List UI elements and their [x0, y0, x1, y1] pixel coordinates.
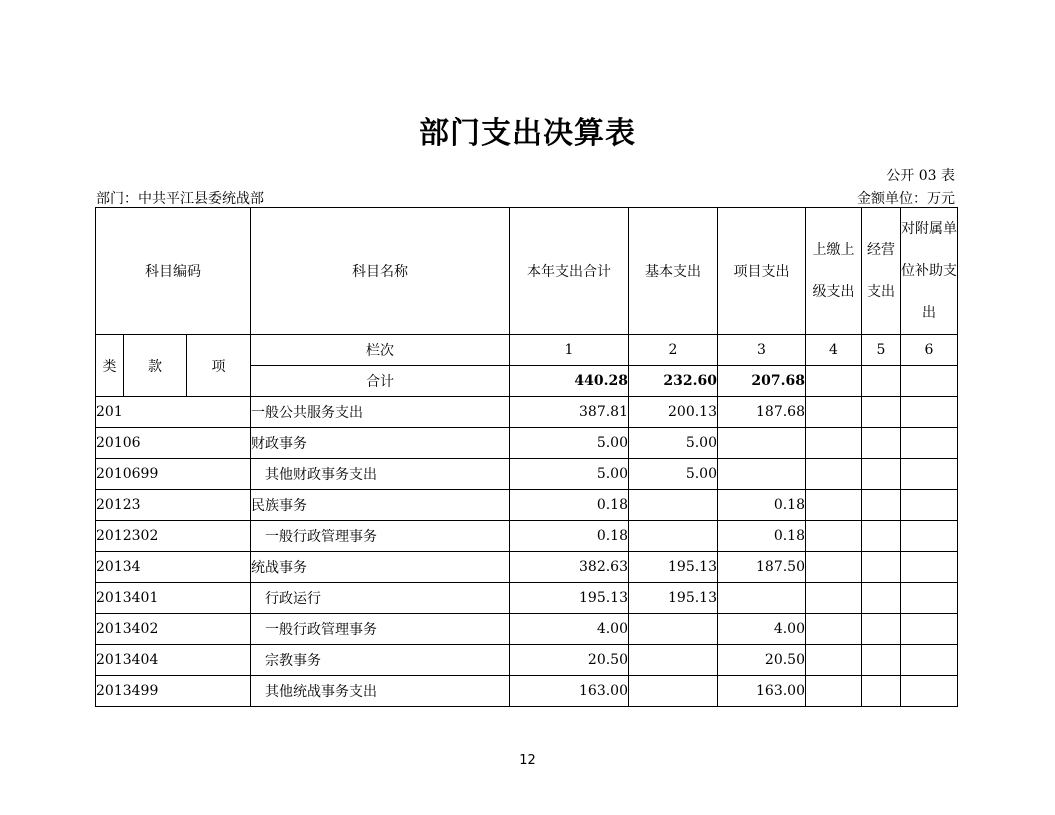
row-total: 5.00 [510, 459, 629, 490]
header-business: 经营支出 [862, 208, 901, 335]
row-turn-over [806, 459, 862, 490]
column-index-4: 4 [806, 335, 862, 366]
column-index-5: 5 [862, 335, 901, 366]
row-name: 财政事务 [251, 428, 510, 459]
row-project: 0.18 [718, 521, 806, 552]
row-project [718, 459, 806, 490]
row-name: 民族事务 [251, 490, 510, 521]
row-business [862, 583, 901, 614]
page-title: 部门支出决算表 [419, 116, 636, 151]
row-total: 163.00 [510, 676, 629, 707]
row-subsidy [901, 552, 958, 583]
table-row [96, 459, 958, 490]
table-row [96, 676, 958, 707]
row-name: 统战事务 [251, 552, 510, 583]
row-basic [629, 676, 718, 707]
row-subsidy [901, 490, 958, 521]
row-code: 2013499 [96, 676, 251, 707]
row-name: 一般公共服务支出 [251, 397, 510, 428]
table-row [96, 428, 958, 459]
row-basic: 195.13 [629, 583, 718, 614]
table-row [96, 521, 958, 552]
table-id: 公开 03 表 [886, 168, 955, 184]
row-project: 0.18 [718, 490, 806, 521]
row-business [862, 428, 901, 459]
row-project: 187.50 [718, 552, 806, 583]
total-subsidy [901, 366, 958, 397]
header-code: 科目编码 [96, 208, 251, 335]
row-code: 2010699 [96, 459, 251, 490]
row-basic: 5.00 [629, 428, 718, 459]
row-code: 201 [96, 397, 251, 428]
row-subsidy [901, 428, 958, 459]
row-turn-over [806, 614, 862, 645]
row-business [862, 459, 901, 490]
row-total: 387.81 [510, 397, 629, 428]
row-code: 2013404 [96, 645, 251, 676]
row-turn-over [806, 521, 862, 552]
row-turn-over [806, 676, 862, 707]
total-project: 207.68 [718, 366, 806, 397]
total-turn-over [806, 366, 862, 397]
department-label: 部门：中共平江县委统战部 [96, 191, 264, 207]
row-project: 163.00 [718, 676, 806, 707]
row-total: 195.13 [510, 583, 629, 614]
row-code: 2013401 [96, 583, 251, 614]
column-index-row [96, 335, 958, 366]
row-code: 2013402 [96, 614, 251, 645]
row-subsidy [901, 676, 958, 707]
row-business [862, 645, 901, 676]
header-name: 科目名称 [251, 208, 510, 335]
row-name: 宗教事务 [251, 645, 510, 676]
table-row [96, 397, 958, 428]
row-total: 4.00 [510, 614, 629, 645]
row-project [718, 428, 806, 459]
row-total: 0.18 [510, 521, 629, 552]
row-subsidy [901, 459, 958, 490]
row-name: 一般行政管理事务 [251, 521, 510, 552]
table-row [96, 614, 958, 645]
header-project: 项目支出 [718, 208, 806, 335]
header-basic: 基本支出 [629, 208, 718, 335]
row-code: 20106 [96, 428, 251, 459]
row-project: 4.00 [718, 614, 806, 645]
row-turn-over [806, 490, 862, 521]
row-turn-over [806, 552, 862, 583]
row-turn-over [806, 428, 862, 459]
table-row [96, 490, 958, 521]
row-business [862, 676, 901, 707]
row-code: 2012302 [96, 521, 251, 552]
row-business [862, 397, 901, 428]
table-row [96, 583, 958, 614]
row-turn-over [806, 397, 862, 428]
row-basic [629, 490, 718, 521]
column-index-1: 1 [510, 335, 629, 366]
column-index-2: 2 [629, 335, 718, 366]
row-subsidy [901, 614, 958, 645]
row-business [862, 552, 901, 583]
row-total: 5.00 [510, 428, 629, 459]
table-row [96, 645, 958, 676]
column-index-label: 栏次 [251, 335, 510, 366]
row-code: 20123 [96, 490, 251, 521]
row-subsidy [901, 397, 958, 428]
header-total: 本年支出合计 [510, 208, 629, 335]
row-project: 20.50 [718, 645, 806, 676]
row-basic [629, 521, 718, 552]
row-basic [629, 645, 718, 676]
header-section: 款 [124, 335, 187, 397]
row-basic: 195.13 [629, 552, 718, 583]
row-basic: 5.00 [629, 459, 718, 490]
row-subsidy [901, 583, 958, 614]
total-label: 合计 [251, 366, 510, 397]
header-turn-over: 上缴上级支出 [806, 208, 862, 335]
row-total: 0.18 [510, 490, 629, 521]
row-subsidy [901, 521, 958, 552]
row-code: 20134 [96, 552, 251, 583]
row-project [718, 583, 806, 614]
row-project: 187.68 [718, 397, 806, 428]
expenditure-table [95, 207, 958, 707]
row-subsidy [901, 645, 958, 676]
total-basic: 232.60 [629, 366, 718, 397]
row-total: 382.63 [510, 552, 629, 583]
column-index-6: 6 [901, 335, 958, 366]
row-name: 行政运行 [251, 583, 510, 614]
row-name: 其他统战事务支出 [251, 676, 510, 707]
total-sum: 440.28 [510, 366, 629, 397]
row-business [862, 490, 901, 521]
row-business [862, 614, 901, 645]
row-basic [629, 614, 718, 645]
table-row [96, 552, 958, 583]
column-index-3: 3 [718, 335, 806, 366]
header-row [96, 208, 958, 335]
row-name: 一般行政管理事务 [251, 614, 510, 645]
header-class: 类 [96, 335, 124, 397]
row-basic: 200.13 [629, 397, 718, 428]
header-subsidy: 对附属单位补助支出 [901, 208, 958, 335]
row-turn-over [806, 583, 862, 614]
row-business [862, 521, 901, 552]
total-business [862, 366, 901, 397]
page-number: 12 [519, 753, 536, 768]
unit-label: 金额单位：万元 [857, 191, 955, 207]
row-turn-over [806, 645, 862, 676]
row-total: 20.50 [510, 645, 629, 676]
row-name: 其他财政事务支出 [251, 459, 510, 490]
header-item: 项 [187, 335, 251, 397]
